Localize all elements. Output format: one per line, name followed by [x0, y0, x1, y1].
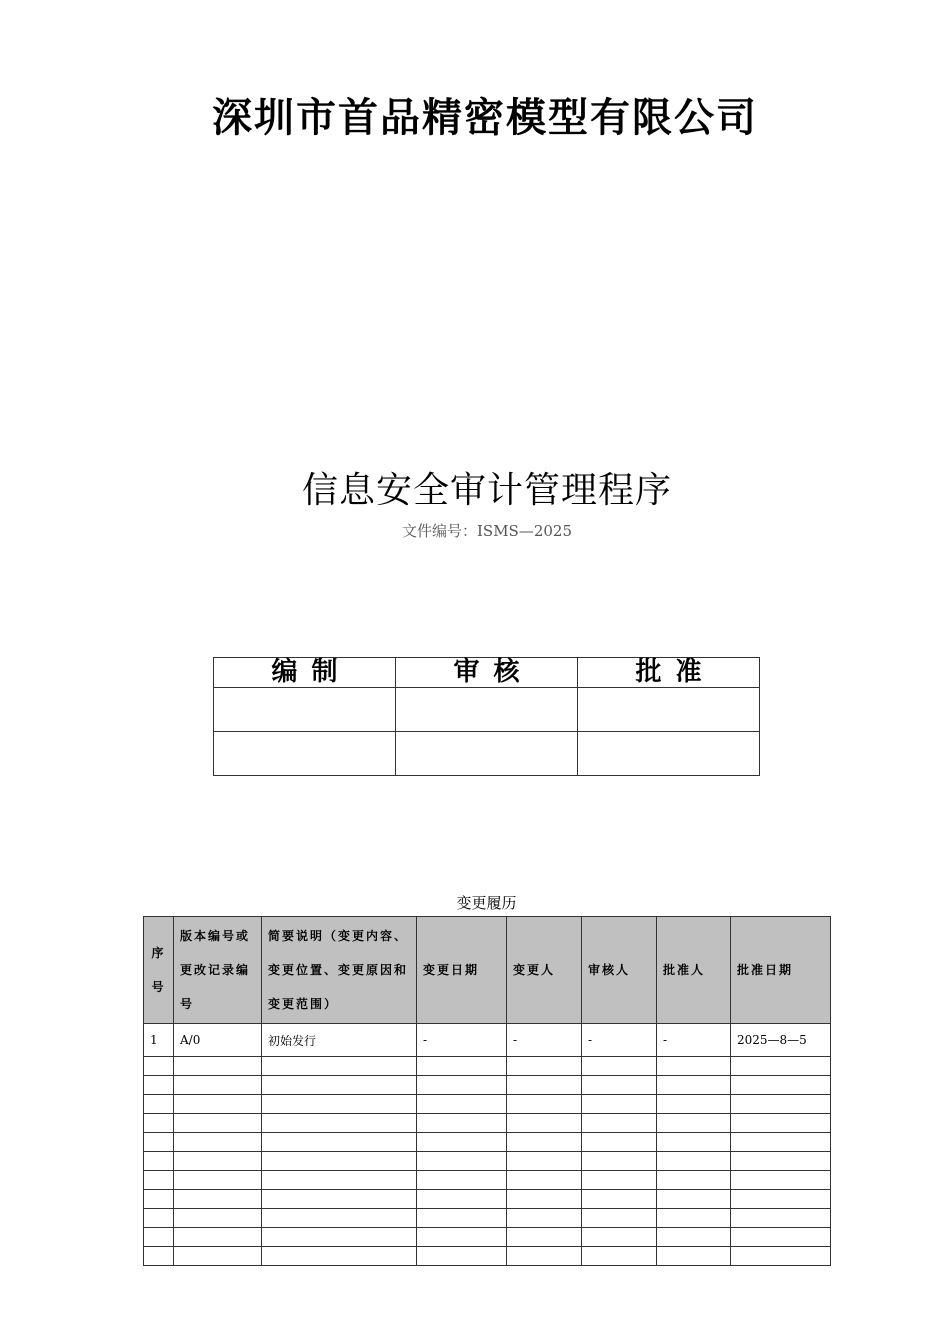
table-row — [144, 1171, 831, 1190]
document-number — [0, 520, 950, 541]
empty-cell — [657, 1133, 731, 1152]
empty-cell — [582, 1057, 657, 1076]
cell-seq: 1 — [144, 1024, 174, 1057]
signature-cell — [214, 732, 396, 776]
signature-row — [214, 688, 760, 732]
empty-cell — [582, 1133, 657, 1152]
empty-cell — [657, 1190, 731, 1209]
empty-cell — [417, 1057, 507, 1076]
signature-header-reviewed: 审核 — [396, 658, 578, 688]
signature-table — [213, 657, 760, 776]
table-row — [144, 1024, 831, 1057]
empty-cell — [657, 1171, 731, 1190]
empty-cell — [144, 1095, 174, 1114]
empty-cell — [144, 1152, 174, 1171]
empty-cell — [262, 1133, 417, 1152]
empty-cell — [657, 1057, 731, 1076]
document-title: 信息安全审计管理程序 — [301, 470, 672, 511]
empty-cell — [262, 1209, 417, 1228]
signature-cell — [578, 688, 760, 732]
document-number-label: 文件编号： — [401, 522, 477, 540]
empty-cell — [582, 1171, 657, 1190]
empty-cell — [174, 1171, 262, 1190]
empty-cell — [507, 1076, 582, 1095]
change-history-caption: 变更履历 — [456, 894, 517, 912]
empty-cell — [174, 1209, 262, 1228]
header-seq: 序号 — [144, 917, 174, 1024]
empty-cell — [174, 1057, 262, 1076]
empty-cell — [174, 1152, 262, 1171]
signature-header-approved: 批准 — [578, 658, 760, 688]
cell-change-date: - — [417, 1024, 507, 1057]
header-version: 版本编号或更改记录编号 — [174, 917, 262, 1024]
empty-cell — [417, 1152, 507, 1171]
signature-header-row — [214, 658, 760, 688]
empty-cell — [262, 1228, 417, 1247]
empty-cell — [262, 1076, 417, 1095]
empty-cell — [657, 1095, 731, 1114]
empty-cell — [582, 1076, 657, 1095]
table-row — [144, 1114, 831, 1133]
empty-cell — [507, 1114, 582, 1133]
empty-cell — [731, 1228, 831, 1247]
empty-cell — [262, 1247, 417, 1266]
empty-cell — [174, 1095, 262, 1114]
empty-cell — [417, 1133, 507, 1152]
empty-cell — [731, 1057, 831, 1076]
empty-cell — [174, 1133, 262, 1152]
table-row — [144, 1247, 831, 1266]
empty-cell — [174, 1247, 262, 1266]
table-row — [144, 1190, 831, 1209]
cell-reviewer: - — [582, 1024, 657, 1057]
header-reviewer: 审核人 — [582, 917, 657, 1024]
empty-cell — [174, 1114, 262, 1133]
empty-cell — [144, 1209, 174, 1228]
header-changer: 变更人 — [507, 917, 582, 1024]
empty-cell — [657, 1209, 731, 1228]
empty-cell — [417, 1247, 507, 1266]
table-row — [144, 1152, 831, 1171]
empty-cell — [507, 1228, 582, 1247]
empty-cell — [731, 1114, 831, 1133]
empty-cell — [582, 1152, 657, 1171]
empty-cell — [657, 1114, 731, 1133]
empty-cell — [507, 1171, 582, 1190]
empty-cell — [174, 1190, 262, 1209]
empty-cell — [144, 1114, 174, 1133]
empty-cell — [657, 1247, 731, 1266]
table-row — [144, 1057, 831, 1076]
table-row — [144, 1228, 831, 1247]
empty-cell — [417, 1171, 507, 1190]
signature-header-prepared: 编制 — [214, 658, 396, 688]
cell-version: A/0 — [174, 1024, 262, 1057]
cell-approver: - — [657, 1024, 731, 1057]
empty-cell — [507, 1190, 582, 1209]
empty-cell — [262, 1190, 417, 1209]
empty-cell — [657, 1228, 731, 1247]
empty-cell — [417, 1076, 507, 1095]
table-row — [144, 1133, 831, 1152]
empty-cell — [731, 1247, 831, 1266]
empty-cell — [262, 1114, 417, 1133]
empty-cell — [417, 1190, 507, 1209]
cell-changer: - — [507, 1024, 582, 1057]
change-history-body — [144, 1024, 831, 1266]
empty-cell — [582, 1114, 657, 1133]
signature-row — [214, 732, 760, 776]
empty-cell — [731, 1152, 831, 1171]
header-approver: 批准人 — [657, 917, 731, 1024]
empty-cell — [507, 1095, 582, 1114]
empty-cell — [731, 1190, 831, 1209]
change-history-table — [143, 916, 831, 1266]
empty-cell — [731, 1209, 831, 1228]
cell-description: 初始发行 — [262, 1024, 417, 1057]
empty-cell — [507, 1152, 582, 1171]
empty-cell — [417, 1209, 507, 1228]
empty-cell — [417, 1114, 507, 1133]
empty-cell — [174, 1228, 262, 1247]
empty-cell — [144, 1190, 174, 1209]
empty-cell — [657, 1076, 731, 1095]
empty-cell — [731, 1076, 831, 1095]
empty-cell — [174, 1076, 262, 1095]
empty-cell — [144, 1171, 174, 1190]
empty-cell — [144, 1247, 174, 1266]
empty-cell — [582, 1247, 657, 1266]
header-description: 简要说明（变更内容、变更位置、变更原因和变更范围） — [262, 917, 417, 1024]
signature-cell — [396, 688, 578, 732]
empty-cell — [582, 1190, 657, 1209]
empty-cell — [417, 1095, 507, 1114]
cell-approval-date: 2025—8—5 — [731, 1024, 831, 1057]
signature-cell — [214, 688, 396, 732]
empty-cell — [507, 1247, 582, 1266]
empty-cell — [657, 1152, 731, 1171]
empty-cell — [731, 1095, 831, 1114]
empty-cell — [262, 1057, 417, 1076]
empty-cell — [144, 1133, 174, 1152]
empty-cell — [731, 1133, 831, 1152]
empty-cell — [507, 1057, 582, 1076]
document-number-value: ISMS—2025 — [477, 522, 573, 540]
company-name: 深圳市首品精密模型有限公司 — [212, 94, 758, 141]
empty-cell — [144, 1228, 174, 1247]
empty-cell — [144, 1076, 174, 1095]
empty-cell — [582, 1228, 657, 1247]
empty-cell — [582, 1095, 657, 1114]
header-approval-date: 批准日期 — [731, 917, 831, 1024]
empty-cell — [417, 1228, 507, 1247]
empty-cell — [582, 1209, 657, 1228]
signature-cell — [578, 732, 760, 776]
header-change-date: 变更日期 — [417, 917, 507, 1024]
empty-cell — [262, 1095, 417, 1114]
table-row — [144, 1076, 831, 1095]
table-row — [144, 1209, 831, 1228]
empty-cell — [731, 1171, 831, 1190]
empty-cell — [507, 1133, 582, 1152]
change-history-header-row — [144, 917, 831, 1024]
table-row — [144, 1095, 831, 1114]
empty-cell — [507, 1209, 582, 1228]
empty-cell — [262, 1152, 417, 1171]
empty-cell — [144, 1057, 174, 1076]
empty-cell — [262, 1171, 417, 1190]
signature-cell — [396, 732, 578, 776]
